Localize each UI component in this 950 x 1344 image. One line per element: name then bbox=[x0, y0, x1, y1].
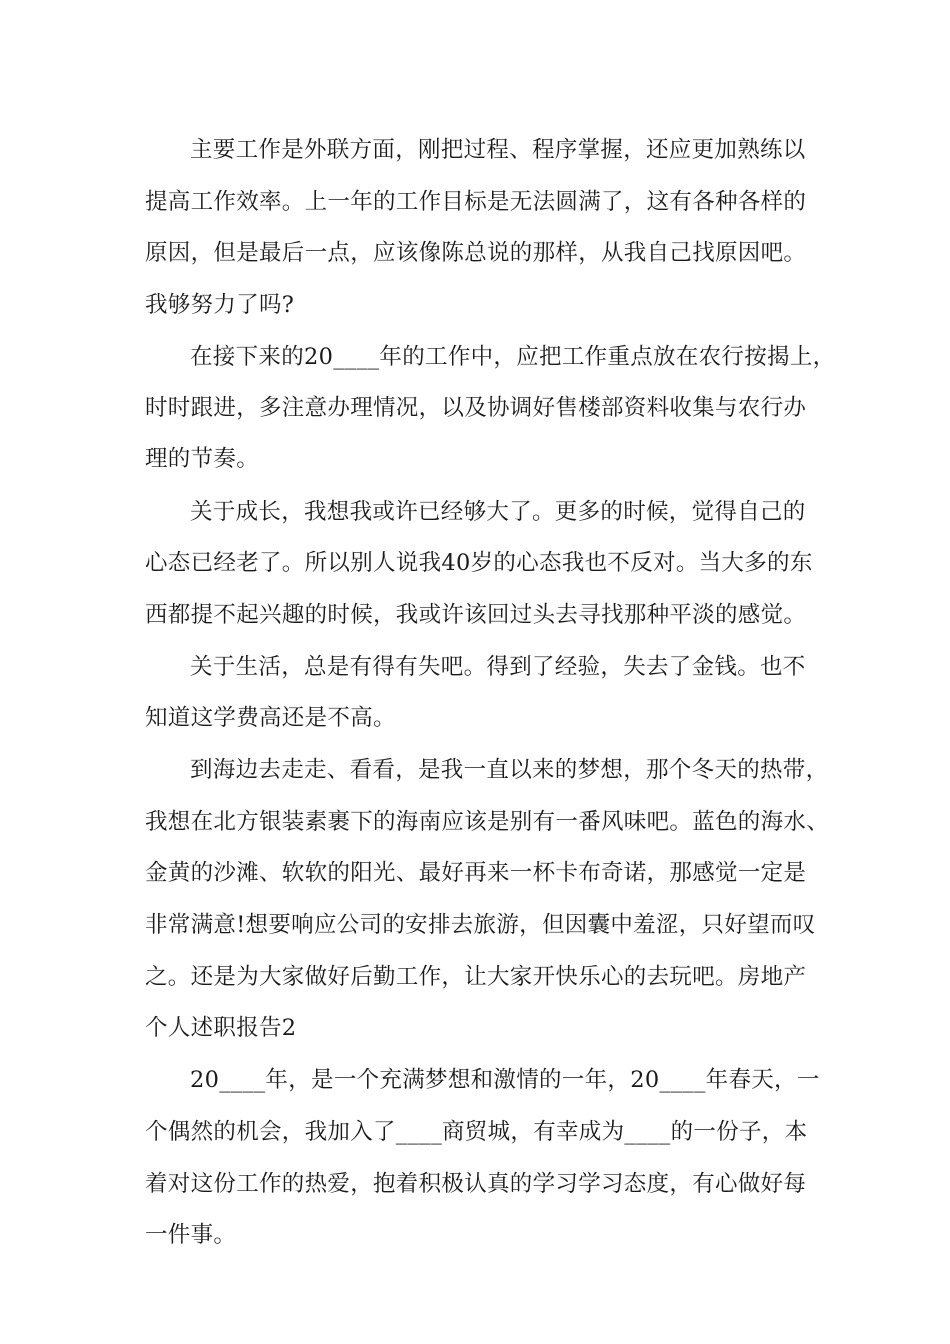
text-line: 提高工作效率。上一年的工作目标是无法圆满了，这有各种各样的 bbox=[145, 189, 807, 215]
text-line: 关于成长，我想我或许已经够大了。更多的时候，觉得自己的 bbox=[190, 499, 806, 525]
text-line: 理的节奏。 bbox=[145, 446, 260, 472]
text-line: 之。还是为大家做好后勤工作，让大家开快乐心的去玩吧。房地产 bbox=[145, 964, 807, 990]
text-line: 个人述职报告2 bbox=[145, 1015, 297, 1041]
text-line: 20____年，是一个充满梦想和激情的一年，20____年春天，一 bbox=[190, 1067, 820, 1093]
text-line: 主要工作是外联方面，刚把过程、程序掌握，还应更加熟练以 bbox=[190, 137, 806, 163]
text-line: 非常满意!想要响应公司的安排去旅游，但因囊中羞涩，只好望而叹 bbox=[145, 912, 816, 938]
text-line: 到海边去走走、看看，是我一直以来的梦想，那个冬天的热带， bbox=[190, 757, 829, 783]
text-line: 我够努力了吗? bbox=[145, 292, 295, 318]
text-line: 知道这学费高还是不高。 bbox=[145, 705, 396, 731]
text-line: 我想在北方银装素裹下的海南应该是别有一番风味吧。蓝色的海水、 bbox=[145, 809, 830, 835]
text-line: 个偶然的机会，我加入了____商贸城，有幸成为____的一份子，本 bbox=[145, 1119, 808, 1145]
text-line: 着对这份工作的热爱，抱着积极认真的学习学习态度，有心做好每 bbox=[145, 1171, 807, 1197]
text-line: 原因，但是最后一点，应该像陈总说的那样，从我自己找原因吧。 bbox=[145, 240, 807, 266]
text-line: 西都提不起兴趣的时候，我或许该回过头去寻找那种平淡的感觉。 bbox=[145, 602, 807, 628]
text-line: 一件事。 bbox=[145, 1222, 237, 1248]
text-line: 在接下来的20____年的工作中，应把工作重点放在农行按揭上， bbox=[190, 344, 836, 370]
text-line: 心态已经老了。所以别人说我40岁的心态我也不反对。当大多的东 bbox=[145, 550, 813, 576]
text-line: 金黄的沙滩、软软的阳光、最好再来一杯卡布奇诺，那感觉一定是 bbox=[145, 860, 807, 886]
text-line: 时时跟进，多注意办理情况，以及协调好售楼部资料收集与农行办 bbox=[145, 395, 807, 421]
text-line: 关于生活，总是有得有失吧。得到了经验，失去了金钱。也不 bbox=[190, 654, 806, 680]
